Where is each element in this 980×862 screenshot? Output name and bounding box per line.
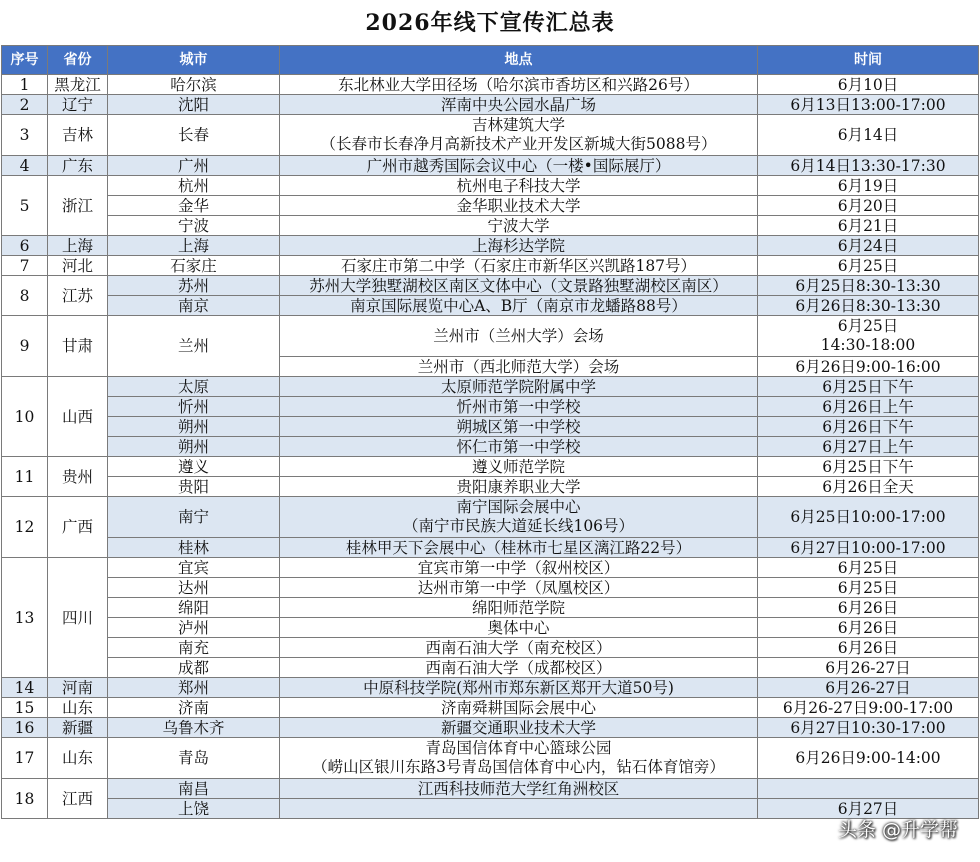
cell-city[interactable]: 达州 [108, 578, 280, 598]
table-row [2, 578, 979, 598]
cell-time[interactable]: 6月25日10:00-17:00 [758, 497, 979, 538]
cell-province[interactable]: 山西 [48, 377, 108, 457]
cell-province[interactable]: 山东 [48, 698, 108, 718]
cell-place[interactable]: 奥体中心 [280, 618, 758, 638]
cell-place[interactable]: 忻州市第一中学校 [280, 397, 758, 417]
cell-province[interactable]: 吉林 [48, 115, 108, 156]
header-city[interactable]: 城市 [108, 46, 280, 75]
cell-time[interactable]: 6月26日 [758, 598, 979, 618]
cell-city[interactable]: 兰州 [108, 316, 280, 377]
header-no[interactable]: 序号 [2, 46, 48, 75]
cell-city[interactable]: 郑州 [108, 678, 280, 698]
table-row [2, 538, 979, 558]
table-row [2, 738, 979, 779]
cell-province[interactable]: 辽宁 [48, 95, 108, 115]
schedule-table [1, 45, 979, 819]
cell-place[interactable]: 朔城区第一中学校 [280, 417, 758, 437]
table-row [2, 678, 979, 698]
header-row [2, 46, 979, 75]
cell-place[interactable]: 怀仁市第一中学校 [280, 437, 758, 457]
cell-time[interactable]: 6月20日 [758, 196, 979, 216]
cell-city[interactable]: 桂林 [108, 538, 280, 558]
cell-time[interactable] [758, 779, 979, 799]
cell-place[interactable]: 宁波大学 [280, 216, 758, 236]
cell-place[interactable]: 上海杉达学院 [280, 236, 758, 256]
table-row [2, 176, 979, 196]
cell-city[interactable]: 上饶 [108, 799, 280, 819]
cell-province[interactable]: 广西 [48, 497, 108, 558]
table-row [2, 196, 979, 216]
cell-no[interactable]: 5 [2, 176, 48, 236]
cell-no[interactable]: 11 [2, 457, 48, 497]
table-row [2, 296, 979, 316]
table-row [2, 437, 979, 457]
cell-city[interactable]: 长春 [108, 115, 280, 156]
cell-city[interactable]: 南充 [108, 638, 280, 658]
cell-time[interactable]: 6月26-27日 [758, 658, 979, 678]
cell-city[interactable]: 杭州 [108, 176, 280, 196]
cell-province[interactable]: 新疆 [48, 718, 108, 738]
cell-time[interactable]: 6月25日 14:30-18:00 [758, 316, 979, 357]
cell-no[interactable]: 6 [2, 236, 48, 256]
cell-time[interactable]: 6月27日 [758, 799, 979, 819]
cell-time[interactable]: 6月27日上午 [758, 437, 979, 457]
cell-time[interactable]: 6月26日8:30-13:30 [758, 296, 979, 316]
cell-time[interactable]: 6月26日 [758, 618, 979, 638]
table-row [2, 75, 979, 95]
cell-time[interactable]: 6月10日 [758, 75, 979, 95]
cell-place[interactable]: 兰州市（兰州大学）会场 [280, 316, 758, 357]
cell-place[interactable]: 江西科技师范大学红角洲校区 [280, 779, 758, 799]
cell-place[interactable]: 西南石油大学（成都校区） [280, 658, 758, 678]
cell-time[interactable]: 6月13日13:00-17:00 [758, 95, 979, 115]
cell-city[interactable]: 成都 [108, 658, 280, 678]
cell-city[interactable]: 苏州 [108, 276, 280, 296]
cell-time[interactable]: 6月25日下午 [758, 457, 979, 477]
cell-place[interactable]: 遵义师范学院 [280, 457, 758, 477]
watermark: 头条 @升学帮 [837, 819, 958, 841]
cell-time[interactable]: 6月26-27日9:00-17:00 [758, 698, 979, 718]
cell-no[interactable]: 18 [2, 779, 48, 819]
cell-province[interactable]: 甘肃 [48, 316, 108, 377]
cell-place[interactable]: 苏州大学独墅湖校区南区文体中心（文景路独墅湖校区南区） [280, 276, 758, 296]
cell-time[interactable]: 6月26日 [758, 638, 979, 658]
cell-time[interactable]: 6月25日下午 [758, 377, 979, 397]
cell-no[interactable]: 10 [2, 377, 48, 457]
table-row [2, 497, 979, 538]
cell-place[interactable]: 吉林建筑大学 （长春市长春净月高新技术产业开发区新城大街5088号） [280, 115, 758, 156]
cell-no[interactable]: 7 [2, 256, 48, 276]
table-row [2, 216, 979, 236]
cell-city[interactable]: 上海 [108, 236, 280, 256]
cell-no[interactable]: 3 [2, 115, 48, 156]
table-row [2, 799, 979, 819]
table-row [2, 276, 979, 296]
table-row [2, 477, 979, 497]
cell-city[interactable]: 南宁 [108, 497, 280, 538]
table-body [2, 75, 979, 819]
cell-city[interactable]: 遵义 [108, 457, 280, 477]
cell-place[interactable]: 贵阳康养职业大学 [280, 477, 758, 497]
cell-no[interactable]: 2 [2, 95, 48, 115]
cell-time[interactable]: 6月27日10:30-17:00 [758, 718, 979, 738]
cell-province[interactable]: 江苏 [48, 276, 108, 316]
cell-time[interactable]: 6月14日13:30-17:30 [758, 156, 979, 176]
table-title: 2026年线下宣传汇总表 [365, 10, 615, 36]
table-row [2, 256, 979, 276]
cell-city[interactable]: 太原 [108, 377, 280, 397]
cell-place[interactable]: 济南舜耕国际会展中心 [280, 698, 758, 718]
cell-place[interactable]: 绵阳师范学院 [280, 598, 758, 618]
cell-place[interactable]: 新疆交通职业技术大学 [280, 718, 758, 738]
cell-place[interactable]: 中原科技学院(郑州市郑东新区郑开大道50号) [280, 678, 758, 698]
cell-city[interactable]: 哈尔滨 [108, 75, 280, 95]
cell-time[interactable]: 6月26-27日 [758, 678, 979, 698]
cell-city[interactable]: 乌鲁木齐 [108, 718, 280, 738]
table-row [2, 698, 979, 718]
cell-no[interactable]: 14 [2, 678, 48, 698]
cell-city[interactable]: 青岛 [108, 738, 280, 779]
cell-city[interactable]: 金华 [108, 196, 280, 216]
table-row [2, 377, 979, 397]
cell-time[interactable]: 6月25日 [758, 256, 979, 276]
cell-city[interactable]: 南京 [108, 296, 280, 316]
cell-time[interactable]: 6月26日9:00-14:00 [758, 738, 979, 779]
cell-time[interactable]: 6月14日 [758, 115, 979, 156]
cell-time[interactable]: 6月26日上午 [758, 397, 979, 417]
cell-no[interactable]: 4 [2, 156, 48, 176]
cell-place[interactable]: 兰州市（西北师范大学）会场 [280, 357, 758, 377]
header-province[interactable]: 省份 [48, 46, 108, 75]
cell-place[interactable]: 石家庄市第二中学（石家庄市新华区兴凯路187号） [280, 256, 758, 276]
header-place[interactable]: 地点 [280, 46, 758, 75]
cell-city[interactable]: 朔州 [108, 437, 280, 457]
cell-city[interactable]: 朔州 [108, 417, 280, 437]
cell-city[interactable]: 济南 [108, 698, 280, 718]
table-row [2, 718, 979, 738]
cell-city[interactable]: 忻州 [108, 397, 280, 417]
table-row [2, 558, 979, 578]
table-row [2, 457, 979, 477]
cell-city[interactable]: 宜宾 [108, 558, 280, 578]
table-row [2, 397, 979, 417]
cell-place[interactable]: 桂林甲天下会展中心（桂林市七星区漓江路22号） [280, 538, 758, 558]
cell-place[interactable]: 金华职业技术大学 [280, 196, 758, 216]
cell-province[interactable]: 浙江 [48, 176, 108, 236]
cell-no[interactable]: 15 [2, 698, 48, 718]
cell-province[interactable]: 黑龙江 [48, 75, 108, 95]
cell-place[interactable]: 杭州电子科技大学 [280, 176, 758, 196]
table-row [2, 638, 979, 658]
cell-place[interactable]: 宜宾市第一中学（叙州校区） [280, 558, 758, 578]
cell-no[interactable]: 13 [2, 558, 48, 678]
cell-province[interactable]: 广东 [48, 156, 108, 176]
cell-province[interactable]: 江西 [48, 779, 108, 819]
cell-time[interactable]: 6月26日9:00-16:00 [758, 357, 979, 377]
cell-place[interactable]: 南京国际展览中心A、B厅（南京市龙蟠路88号） [280, 296, 758, 316]
table-row [2, 618, 979, 638]
cell-time[interactable]: 6月26日下午 [758, 417, 979, 437]
cell-no[interactable]: 12 [2, 497, 48, 558]
table-row [2, 156, 979, 176]
table-row [2, 316, 979, 357]
cell-no[interactable]: 8 [2, 276, 48, 316]
cell-time[interactable]: 6月25日 [758, 558, 979, 578]
cell-time[interactable]: 6月27日10:00-17:00 [758, 538, 979, 558]
table-row [2, 658, 979, 678]
cell-city[interactable]: 南昌 [108, 779, 280, 799]
cell-no[interactable]: 16 [2, 718, 48, 738]
cell-time[interactable]: 6月25日 [758, 578, 979, 598]
cell-time[interactable]: 6月19日 [758, 176, 979, 196]
table-row [2, 95, 979, 115]
cell-place[interactable]: 西南石油大学（南充校区） [280, 638, 758, 658]
cell-time[interactable]: 6月24日 [758, 236, 979, 256]
header-time[interactable]: 时间 [758, 46, 979, 75]
cell-time[interactable]: 6月26日全天 [758, 477, 979, 497]
table-row [2, 598, 979, 618]
cell-no[interactable]: 17 [2, 738, 48, 779]
cell-city[interactable]: 泸州 [108, 618, 280, 638]
cell-no[interactable]: 1 [2, 75, 48, 95]
cell-place[interactable]: 浑南中央公园水晶广场 [280, 95, 758, 115]
cell-city[interactable]: 绵阳 [108, 598, 280, 618]
cell-time[interactable]: 6月25日8:30-13:30 [758, 276, 979, 296]
cell-city[interactable]: 石家庄 [108, 256, 280, 276]
cell-province[interactable]: 上海 [48, 236, 108, 256]
table-row [2, 417, 979, 437]
cell-place[interactable]: 青岛国信体育中心篮球公园 （崂山区银川东路3号青岛国信体育中心内，钻石体育馆旁） [280, 738, 758, 779]
cell-place[interactable]: 广州市越秀国际会议中心（一楼•国际展厅） [280, 156, 758, 176]
cell-place[interactable]: 东北林业大学田径场（哈尔滨市香坊区和兴路26号） [280, 75, 758, 95]
cell-time[interactable]: 6月21日 [758, 216, 979, 236]
cell-province[interactable]: 河南 [48, 678, 108, 698]
cell-province[interactable]: 贵州 [48, 457, 108, 497]
cell-place[interactable]: 太原师范学院附属中学 [280, 377, 758, 397]
cell-place[interactable]: 南宁国际会展中心 （南宁市民族大道延长线106号） [280, 497, 758, 538]
cell-no[interactable]: 9 [2, 316, 48, 377]
cell-city[interactable]: 广州 [108, 156, 280, 176]
cell-city[interactable]: 宁波 [108, 216, 280, 236]
table-row [2, 115, 979, 156]
cell-city[interactable]: 贵阳 [108, 477, 280, 497]
cell-city[interactable]: 沈阳 [108, 95, 280, 115]
cell-province[interactable]: 四川 [48, 558, 108, 678]
cell-place[interactable]: 达州市第一中学（凤凰校区） [280, 578, 758, 598]
table-row [2, 779, 979, 799]
table-row [2, 236, 979, 256]
cell-province[interactable]: 山东 [48, 738, 108, 779]
cell-province[interactable]: 河北 [48, 256, 108, 276]
cell-place[interactable] [280, 799, 758, 819]
